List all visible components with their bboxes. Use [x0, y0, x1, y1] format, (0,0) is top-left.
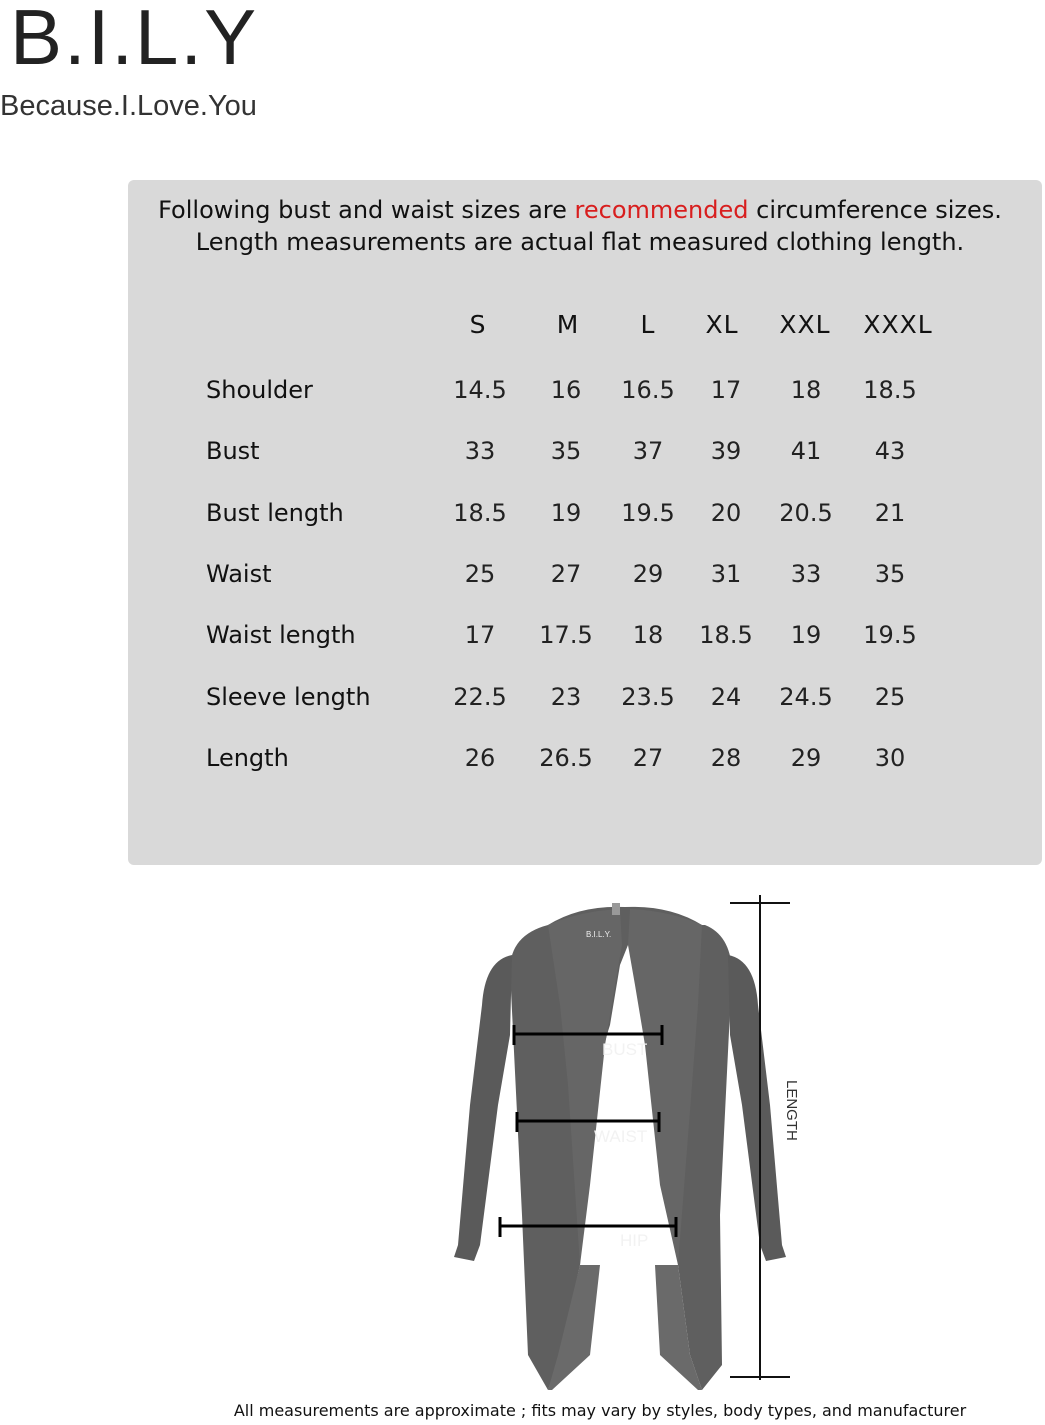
size-header-m: M	[556, 310, 580, 339]
size-header-l: L	[640, 310, 656, 339]
table-cell: 20.5	[779, 499, 833, 527]
table-cell: 16	[550, 376, 582, 404]
row-label-waist-length: Waist length	[206, 621, 356, 649]
table-cell: 30	[874, 744, 906, 772]
left-sleeve	[454, 955, 512, 1261]
table-cell: 16.5	[621, 376, 675, 404]
table-cell: 29	[790, 744, 822, 772]
table-cell: 41	[790, 437, 822, 465]
table-cell: 18.5	[699, 621, 753, 649]
table-cell: 18.5	[863, 376, 917, 404]
size-header-xl: XL	[705, 310, 739, 339]
table-cell: 43	[874, 437, 906, 465]
table-cell: 23.5	[621, 683, 675, 711]
table-cell: 17	[710, 376, 742, 404]
table-cell: 24.5	[779, 683, 833, 711]
intro-line-1: Following bust and waist sizes are recommended circumference sizes.	[158, 196, 1002, 224]
table-cell: 25	[464, 560, 496, 588]
footnote: All measurements are approximate ; fits may vary by styles, body types, and manufacturer	[233, 1401, 967, 1420]
table-cell: 39	[710, 437, 742, 465]
table-cell: 31	[710, 560, 742, 588]
brand-tagline: Because.I.Love.You	[0, 90, 257, 122]
right-sleeve	[728, 955, 786, 1261]
brand-logo: B.I.L.Y	[10, 0, 259, 81]
table-cell: 19	[550, 499, 582, 527]
size-header-xxxl: XXXL	[863, 310, 933, 339]
table-cell: 22.5	[453, 683, 507, 711]
table-cell: 19	[790, 621, 822, 649]
recommended-highlight: recommended	[574, 196, 749, 224]
table-cell: 26.5	[539, 744, 593, 772]
hanger-loop	[612, 903, 620, 915]
row-label-length: Length	[206, 744, 289, 772]
row-label-shoulder: Shoulder	[206, 376, 313, 404]
table-cell: 33	[790, 560, 822, 588]
table-cell: 18	[790, 376, 822, 404]
table-cell: 19.5	[863, 621, 917, 649]
table-cell: 28	[710, 744, 742, 772]
table-cell: 25	[874, 683, 906, 711]
table-cell: 29	[632, 560, 664, 588]
intro-line-2: Length measurements are actual flat measured clothing length.	[195, 228, 965, 256]
table-cell: 21	[874, 499, 906, 527]
length-label: LENGTH	[783, 1080, 800, 1141]
table-cell: 23	[550, 683, 582, 711]
table-cell: 35	[550, 437, 582, 465]
table-cell: 19.5	[621, 499, 675, 527]
table-cell: 17	[464, 621, 496, 649]
garment-tag: B.I.L.Y.	[586, 930, 612, 939]
row-label-bust: Bust	[206, 437, 260, 465]
hip-label: HIP	[620, 1231, 649, 1250]
table-cell: 27	[632, 744, 664, 772]
size-header-s: S	[469, 310, 487, 339]
waist-label: WAIST	[594, 1127, 648, 1146]
bust-label: BUST	[602, 1040, 648, 1059]
table-cell: 33	[464, 437, 496, 465]
size-header-xxl: XXL	[779, 310, 831, 339]
row-label-waist: Waist	[206, 560, 272, 588]
row-label-bust-length: Bust length	[206, 499, 344, 527]
table-cell: 37	[632, 437, 664, 465]
table-cell: 18	[632, 621, 664, 649]
table-cell: 35	[874, 560, 906, 588]
table-cell: 17.5	[539, 621, 593, 649]
table-cell: 20	[710, 499, 742, 527]
table-cell: 27	[550, 560, 582, 588]
table-cell: 24	[710, 683, 742, 711]
intro-text	[0, 194, 1045, 258]
row-label-sleeve-length: Sleeve length	[206, 683, 371, 711]
table-cell: 18.5	[453, 499, 507, 527]
table-cell: 26	[464, 744, 496, 772]
table-cell: 14.5	[453, 376, 507, 404]
